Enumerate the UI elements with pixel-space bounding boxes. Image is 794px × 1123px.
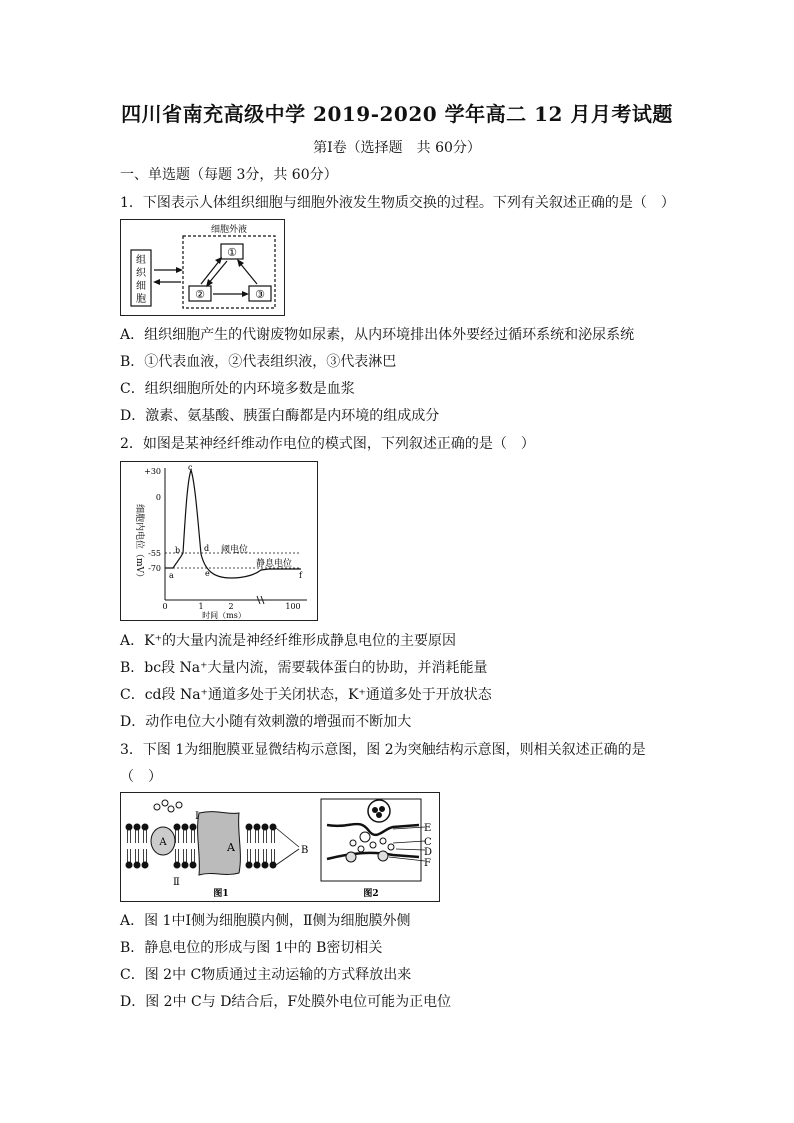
lipid-tail [192,849,195,862]
point-f: f [299,571,302,580]
lipid-head [270,862,277,869]
lipid-head [174,862,181,869]
q3-option-a: A．图 1中Ⅰ侧为细胞膜内侧，Ⅱ侧为细胞膜外侧 [120,913,411,929]
q1-option-c: C．组织细胞所处的内环境多数是血浆 [120,381,355,397]
point-c: c [188,463,193,472]
q1-option-b: B．①代表血液，②代表组织液，③代表淋巴 [120,354,397,370]
label-b: B [301,845,309,856]
lipid-tail [256,849,259,862]
tissue-label-1: 组 [136,255,146,266]
label-f: F [424,858,431,869]
tissue-label-4: 胞 [136,294,146,305]
threshold-label: 阈电位 [221,545,249,555]
lipid-head [126,824,133,831]
membrane-diagram [126,800,309,899]
label-d: D [424,847,433,858]
question-3-stem-line1: 3．下图 1为细胞膜亚显微结构示意图，图 2为突触结构示意图，则相关叙述正确的是 [120,742,646,758]
arrow-3-to-1 [239,262,257,284]
tissue-label-3: 细 [136,281,146,292]
lipid-tail [128,849,131,862]
pointer-b-2 [276,849,299,865]
pointer-b-1 [276,828,299,847]
lipid-tail [248,830,251,843]
extracellular-fluid-label: 细胞外液 [210,225,248,235]
lipid-head [254,862,261,869]
tissue-label-2: 织 [136,268,146,279]
ytick-55: -55 [148,549,161,558]
lipid-head [142,862,149,869]
q2-option-c: C．cd段 Na⁺通道多处于关闭状态，K⁺通道多处于开放状态 [120,687,492,703]
q2-option-d: D．动作电位大小随有效刺激的增强而不断加大 [120,714,412,730]
lipid-tail [144,849,147,862]
lipid-tail [184,830,187,843]
lipid-head [190,862,197,869]
synapse-diagram [321,799,432,899]
postsynaptic-membrane [327,853,419,859]
question-2-stem: 2．如图是某神经纤维动作电位的模式图，下列叙述正确的是（ ） [120,436,535,452]
lipid-head [142,824,149,831]
ap-ylabel: 细胞内电位（mV） [134,504,144,583]
point-d: d [204,544,210,553]
vesicle-large [368,800,390,822]
lipid-tail [176,830,179,843]
receptor-2 [378,851,388,861]
xtick-2: 2 [228,602,234,611]
lipid-head [174,824,181,831]
node-3-label: ③ [255,288,265,301]
xtick-1: 1 [198,602,204,611]
receptor-1 [346,852,356,862]
glycan-1 [154,804,160,810]
q2-option-a: A．K⁺的大量内流是神经纤维形成静息电位的主要原因 [120,633,456,649]
presynaptic-membrane [327,824,419,835]
lipid-tail [248,849,251,862]
question-1-stem: 1．下图表示人体组织细胞与细胞外液发生物质交换的过程。下列有关叙述正确的是（ ） [120,195,675,211]
lipid-tail [272,830,275,843]
lipid-head [190,824,197,831]
ytick-70: -70 [148,564,161,573]
figure-action-potential [120,461,318,621]
vesicle-small [360,832,370,842]
lipid-head [270,824,277,831]
label-side-II: Ⅱ [173,877,180,888]
lipid-head [134,862,141,869]
point-b: b [175,546,181,555]
point-e: e [205,569,210,578]
fig1-caption: 图1 [213,889,229,899]
q3-option-b: B．静息电位的形成与图 1中的 B密切相关 [120,940,383,956]
lipid-head [246,862,253,869]
glycan-4 [176,802,182,808]
q1-option-a: A．组织细胞产生的代谢废物如尿素，从内环境排出体外要经过循环系统和泌尿系统 [120,327,635,343]
lipid-tail [136,830,139,843]
label-c: C [424,837,432,848]
figure-exchange-diagram [120,219,285,316]
q3-option-c: C．图 2中 C物质通过主动运输的方式释放出来 [120,967,412,983]
glycan-3 [168,806,174,812]
resting-label: 静息电位 [256,559,293,569]
fig2-caption: 图2 [363,889,379,899]
label-a-large: A [227,841,235,854]
lipid-tail [184,849,187,862]
glycan-2 [162,800,168,806]
section-heading: 一、单选题（每题 3分，共 60分） [120,167,338,183]
ytick-0: 0 [155,493,161,502]
question-3-stem-line2: （ ） [120,769,162,785]
lipid-tail [192,830,195,843]
lipid-tail [136,849,139,862]
lipid-head [254,824,261,831]
page-title: 四川省南充高级中学 2019-2020 学年高二 12 月月考试题 [121,102,673,126]
q2-option-b: B．bc段 Na⁺大量内流，需要载体蛋白的协助，并消耗能量 [120,660,488,676]
q3-option-d: D．图 2中 C与 D结合后，F处膜外电位可能为正电位 [120,994,452,1010]
xtick-0: 0 [162,602,168,611]
page-subtitle: 第Ⅰ卷（选择题 共 60分） [313,140,481,156]
lipid-tail [128,830,131,843]
node-2-label: ② [195,288,205,301]
lipid-head [126,862,133,869]
label-a-small: A [159,837,167,848]
lipid-head [246,824,253,831]
lipid-head [262,862,269,869]
lipid-tail [264,830,267,843]
label-e: E [424,823,432,834]
label-side-I: Ⅰ [195,811,199,822]
lipid-head [182,862,189,869]
ytick-30: +30 [144,467,161,476]
lipid-tail [256,830,259,843]
q1-option-d: D．激素、氨基酸、胰蛋白酶都是内环境的组成成分 [120,408,440,424]
lipid-tail [272,849,275,862]
lipid-tail [144,830,147,843]
ap-xlabel: 时间（ms） [202,611,246,620]
lipid-head [262,824,269,831]
figure-membrane-synapse [120,792,440,902]
lipid-head [134,824,141,831]
node-1-label: ① [227,246,237,259]
lipid-head [182,824,189,831]
xtick-100: 100 [285,602,301,611]
lipid-tail [264,849,267,862]
point-a: a [169,571,174,580]
lipid-tail [176,849,179,862]
